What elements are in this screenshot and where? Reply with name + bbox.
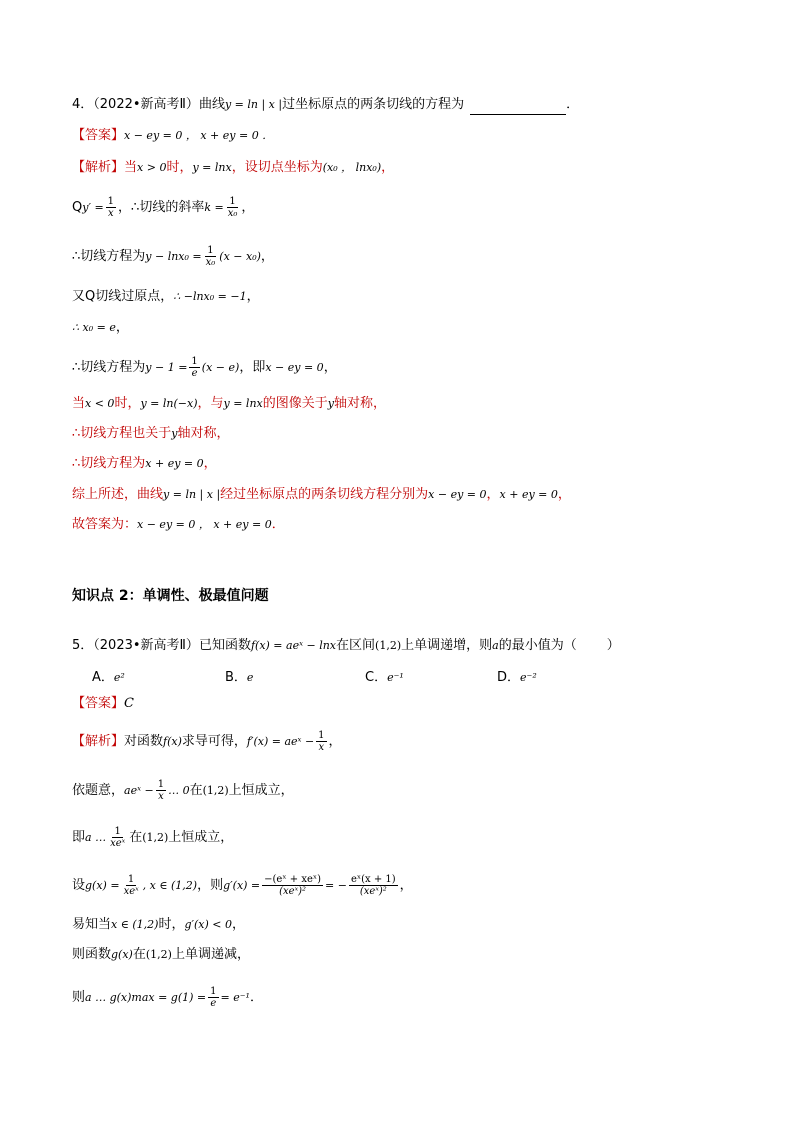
text: ， bbox=[557, 487, 571, 502]
math: x < 0 bbox=[85, 397, 115, 410]
text: 在 bbox=[132, 947, 146, 962]
numerator: 1 bbox=[210, 986, 217, 997]
q4-analysis-line-10 bbox=[72, 485, 571, 505]
numerator: 1 bbox=[127, 874, 135, 885]
option-label: B． bbox=[225, 670, 247, 685]
numerator: 1 bbox=[318, 730, 325, 741]
q5-analysis-line-4 bbox=[72, 874, 413, 897]
denominator: (xeˣ)² bbox=[359, 886, 387, 897]
answer-tag: 【答案】 bbox=[72, 128, 125, 143]
numerator: eˣ(x + 1) bbox=[350, 874, 396, 885]
q4-analysis-line-2 bbox=[72, 196, 254, 219]
q4-answer bbox=[72, 126, 273, 146]
fraction bbox=[204, 245, 218, 268]
math: (1,2) bbox=[142, 831, 169, 844]
math: ∴ x₀ = e bbox=[72, 321, 116, 334]
math: x > 0 bbox=[137, 161, 167, 174]
denominator: xeˣ bbox=[123, 886, 139, 897]
q4-analysis-line-7 bbox=[72, 394, 386, 414]
math: k = bbox=[204, 201, 224, 214]
answer-blank bbox=[470, 100, 566, 115]
text: 经过坐标原点的两条切线方程分别为 bbox=[220, 487, 429, 502]
option-label: D． bbox=[497, 670, 521, 685]
text: 时， bbox=[114, 396, 141, 411]
math: y bbox=[327, 397, 334, 410]
q5-analysis-line-5 bbox=[72, 915, 245, 935]
fraction bbox=[208, 986, 218, 1009]
text: ， bbox=[246, 289, 260, 304]
text: 当 bbox=[72, 396, 86, 411]
math: y′ = bbox=[82, 201, 104, 214]
text: 已知函数 bbox=[198, 638, 251, 653]
text: ， bbox=[328, 734, 342, 749]
q4-analysis-line-5 bbox=[72, 318, 129, 338]
text: ，设切点坐标为 bbox=[231, 160, 323, 175]
text: 又Q切线过原点， bbox=[72, 289, 174, 304]
fraction bbox=[156, 779, 166, 802]
text: ，与 bbox=[197, 396, 224, 411]
text: 故答案为： bbox=[72, 517, 138, 532]
text: ． bbox=[271, 517, 285, 532]
option-d bbox=[497, 666, 537, 685]
text: 上恒成立， bbox=[228, 783, 294, 798]
text: 过坐标原点的两条切线的方程为 bbox=[282, 97, 465, 112]
option-label: A． bbox=[92, 670, 114, 685]
numerator: 1 bbox=[191, 356, 198, 367]
math: ∴ −lnx₀ = −1 bbox=[173, 290, 247, 303]
text: ， bbox=[486, 487, 500, 502]
numerator: 1 bbox=[207, 245, 214, 256]
math: g′(x) = bbox=[223, 879, 261, 892]
math: x − ey = 0 bbox=[428, 488, 487, 501]
math: , x ∈ (1,2) bbox=[142, 879, 198, 892]
option-value: e bbox=[246, 671, 254, 684]
text: 上单调递增，则 bbox=[401, 638, 493, 653]
text: 的图像关于 bbox=[262, 396, 328, 411]
math: a … g(x)max = g(1) = bbox=[85, 991, 207, 1004]
math: y = lnx bbox=[223, 397, 263, 410]
text: 轴对称， bbox=[177, 426, 230, 441]
text: 即 bbox=[72, 830, 86, 845]
math: y = ln | x | bbox=[163, 488, 221, 501]
math: y − lnx₀ = bbox=[145, 250, 202, 263]
fraction bbox=[108, 826, 127, 849]
text: 则 bbox=[72, 990, 86, 1005]
text: 求导可得， bbox=[181, 734, 247, 749]
q4-analysis-line-4 bbox=[72, 287, 260, 307]
text: ∴切线方程为 bbox=[72, 456, 146, 471]
math: y = lnx bbox=[192, 161, 232, 174]
math: a … bbox=[85, 831, 107, 844]
numerator: 1 bbox=[229, 196, 236, 207]
q5-analysis-line-6 bbox=[72, 945, 250, 965]
text: 上恒成立， bbox=[168, 830, 234, 845]
fraction bbox=[349, 874, 398, 897]
question-source: （2023•新高考Ⅱ） bbox=[93, 638, 199, 653]
denominator: e bbox=[210, 998, 217, 1009]
text: 轴对称， bbox=[333, 396, 386, 411]
math: x − ey = 0 bbox=[265, 361, 324, 374]
math: y bbox=[171, 427, 178, 440]
option-label: C． bbox=[365, 670, 388, 685]
math: (x − e) bbox=[201, 361, 240, 374]
text: ， bbox=[323, 360, 337, 375]
option-value: e⁻² bbox=[520, 671, 537, 684]
math: y = ln | x | bbox=[224, 98, 283, 111]
analysis-tag: 【解析】 bbox=[72, 160, 125, 175]
math: x + ey = 0 bbox=[145, 457, 204, 470]
math: f(x) bbox=[163, 735, 182, 748]
answer-tag: 【答案】 bbox=[72, 696, 125, 711]
option-value: e⁻¹ bbox=[387, 671, 404, 684]
math: x + ey = 0 bbox=[499, 488, 558, 501]
fraction bbox=[106, 196, 116, 219]
text: 时， bbox=[158, 917, 185, 932]
math: (x₀ ， lnx₀) bbox=[322, 161, 382, 174]
text: 时， bbox=[166, 160, 193, 175]
denominator: x₀ bbox=[227, 208, 238, 219]
text: ． bbox=[249, 990, 263, 1005]
numerator: 1 bbox=[107, 196, 115, 207]
text: 在区间 bbox=[336, 638, 376, 653]
q5-analysis-line-7 bbox=[72, 986, 263, 1009]
math: g(x) bbox=[111, 948, 133, 961]
numerator: −(eˣ + xeˣ) bbox=[264, 874, 322, 885]
math: y − 1 = bbox=[145, 361, 188, 374]
text: ∴切线方程也关于 bbox=[72, 426, 172, 441]
text: ， bbox=[399, 878, 413, 893]
fraction bbox=[316, 730, 326, 753]
math: g(x) = bbox=[85, 879, 120, 892]
option-c bbox=[365, 666, 404, 685]
text: 曲线 bbox=[198, 97, 225, 112]
answer-text: x − ey = 0 ， x + ey = 0 ． bbox=[124, 129, 274, 142]
fraction bbox=[262, 874, 323, 897]
text: ， bbox=[232, 917, 246, 932]
math: a bbox=[492, 639, 499, 652]
q4-analysis-line-9 bbox=[72, 454, 217, 474]
math: (1,2) bbox=[145, 948, 172, 961]
text: ∴切线方程为 bbox=[72, 360, 146, 375]
denominator: xeˣ bbox=[110, 838, 126, 849]
fraction bbox=[189, 356, 199, 379]
analysis-tag: 【解析】 bbox=[72, 734, 125, 749]
math: x − ey = 0 ， x + ey = 0 bbox=[137, 518, 272, 531]
text: Q bbox=[72, 200, 83, 215]
text: ，则 bbox=[197, 878, 224, 893]
text: 上单调递减， bbox=[171, 947, 250, 962]
denominator: x bbox=[318, 742, 325, 753]
option-value: e² bbox=[113, 671, 125, 684]
denominator: (xeˣ)² bbox=[279, 886, 307, 897]
q4-analysis-line-6 bbox=[72, 356, 337, 379]
q5-analysis-line-1 bbox=[72, 730, 342, 753]
text: ， bbox=[203, 456, 217, 471]
question-number: 4． bbox=[72, 97, 94, 112]
text: 的最小值为（ bbox=[498, 638, 577, 653]
q4-analysis-line-1 bbox=[72, 158, 394, 178]
q4-stem bbox=[72, 95, 579, 115]
section-heading: 知识点 2：单调性、极最值问题 bbox=[72, 588, 269, 604]
text: 综上所述，曲线 bbox=[72, 487, 164, 502]
math: (x − x₀) bbox=[219, 250, 261, 263]
text: 则函数 bbox=[72, 947, 112, 962]
question-number: 5． bbox=[72, 638, 94, 653]
denominator: x bbox=[108, 208, 114, 219]
math: f(x) = aeˣ − lnx bbox=[250, 639, 337, 652]
option-a bbox=[92, 666, 125, 685]
text: ， bbox=[260, 249, 274, 264]
text: ，即 bbox=[239, 360, 266, 375]
fraction bbox=[226, 196, 240, 219]
text: 依题意， bbox=[72, 783, 125, 798]
math: = − bbox=[325, 879, 347, 892]
q4-analysis-line-8 bbox=[72, 424, 230, 444]
text: 对函数 bbox=[124, 734, 164, 749]
answer-text: C bbox=[124, 696, 134, 711]
text: 当 bbox=[124, 160, 138, 175]
text: ． bbox=[566, 97, 580, 112]
question-source: （2022•新高考Ⅱ） bbox=[93, 97, 199, 112]
denominator: e bbox=[191, 368, 198, 379]
math: … 0 bbox=[168, 784, 190, 797]
text: 在 bbox=[189, 783, 203, 798]
math: f′(x) = aeˣ − bbox=[246, 735, 315, 748]
denominator: x bbox=[158, 791, 164, 802]
q5-stem bbox=[72, 636, 620, 656]
numerator: 1 bbox=[157, 779, 165, 790]
fraction bbox=[122, 874, 141, 897]
text: 在 bbox=[129, 830, 143, 845]
math: (1,2) bbox=[202, 784, 229, 797]
text: 设 bbox=[72, 878, 86, 893]
option-b bbox=[225, 666, 253, 685]
text: ， bbox=[115, 320, 129, 335]
math: = e⁻¹ bbox=[220, 991, 250, 1004]
text: 易知当 bbox=[72, 917, 112, 932]
q5-answer bbox=[72, 694, 134, 714]
text: ，∴切线的斜率 bbox=[118, 200, 205, 215]
math: x ∈ (1,2) bbox=[111, 918, 159, 931]
q4-analysis-line-11 bbox=[72, 515, 285, 535]
text: ） bbox=[606, 638, 620, 653]
text: ， bbox=[381, 160, 395, 175]
math: g′(x) < 0 bbox=[184, 918, 232, 931]
numerator: 1 bbox=[114, 826, 121, 837]
text: ， bbox=[241, 200, 255, 215]
q4-analysis-line-3 bbox=[72, 245, 274, 268]
denominator: x₀ bbox=[205, 257, 216, 268]
math: aeˣ − bbox=[124, 784, 154, 797]
q5-analysis-line-2 bbox=[72, 779, 294, 802]
text: ∴切线方程为 bbox=[72, 249, 146, 264]
q5-analysis-line-3 bbox=[72, 826, 233, 849]
math: y = ln(−x) bbox=[140, 397, 198, 410]
math: (1,2) bbox=[375, 639, 402, 652]
